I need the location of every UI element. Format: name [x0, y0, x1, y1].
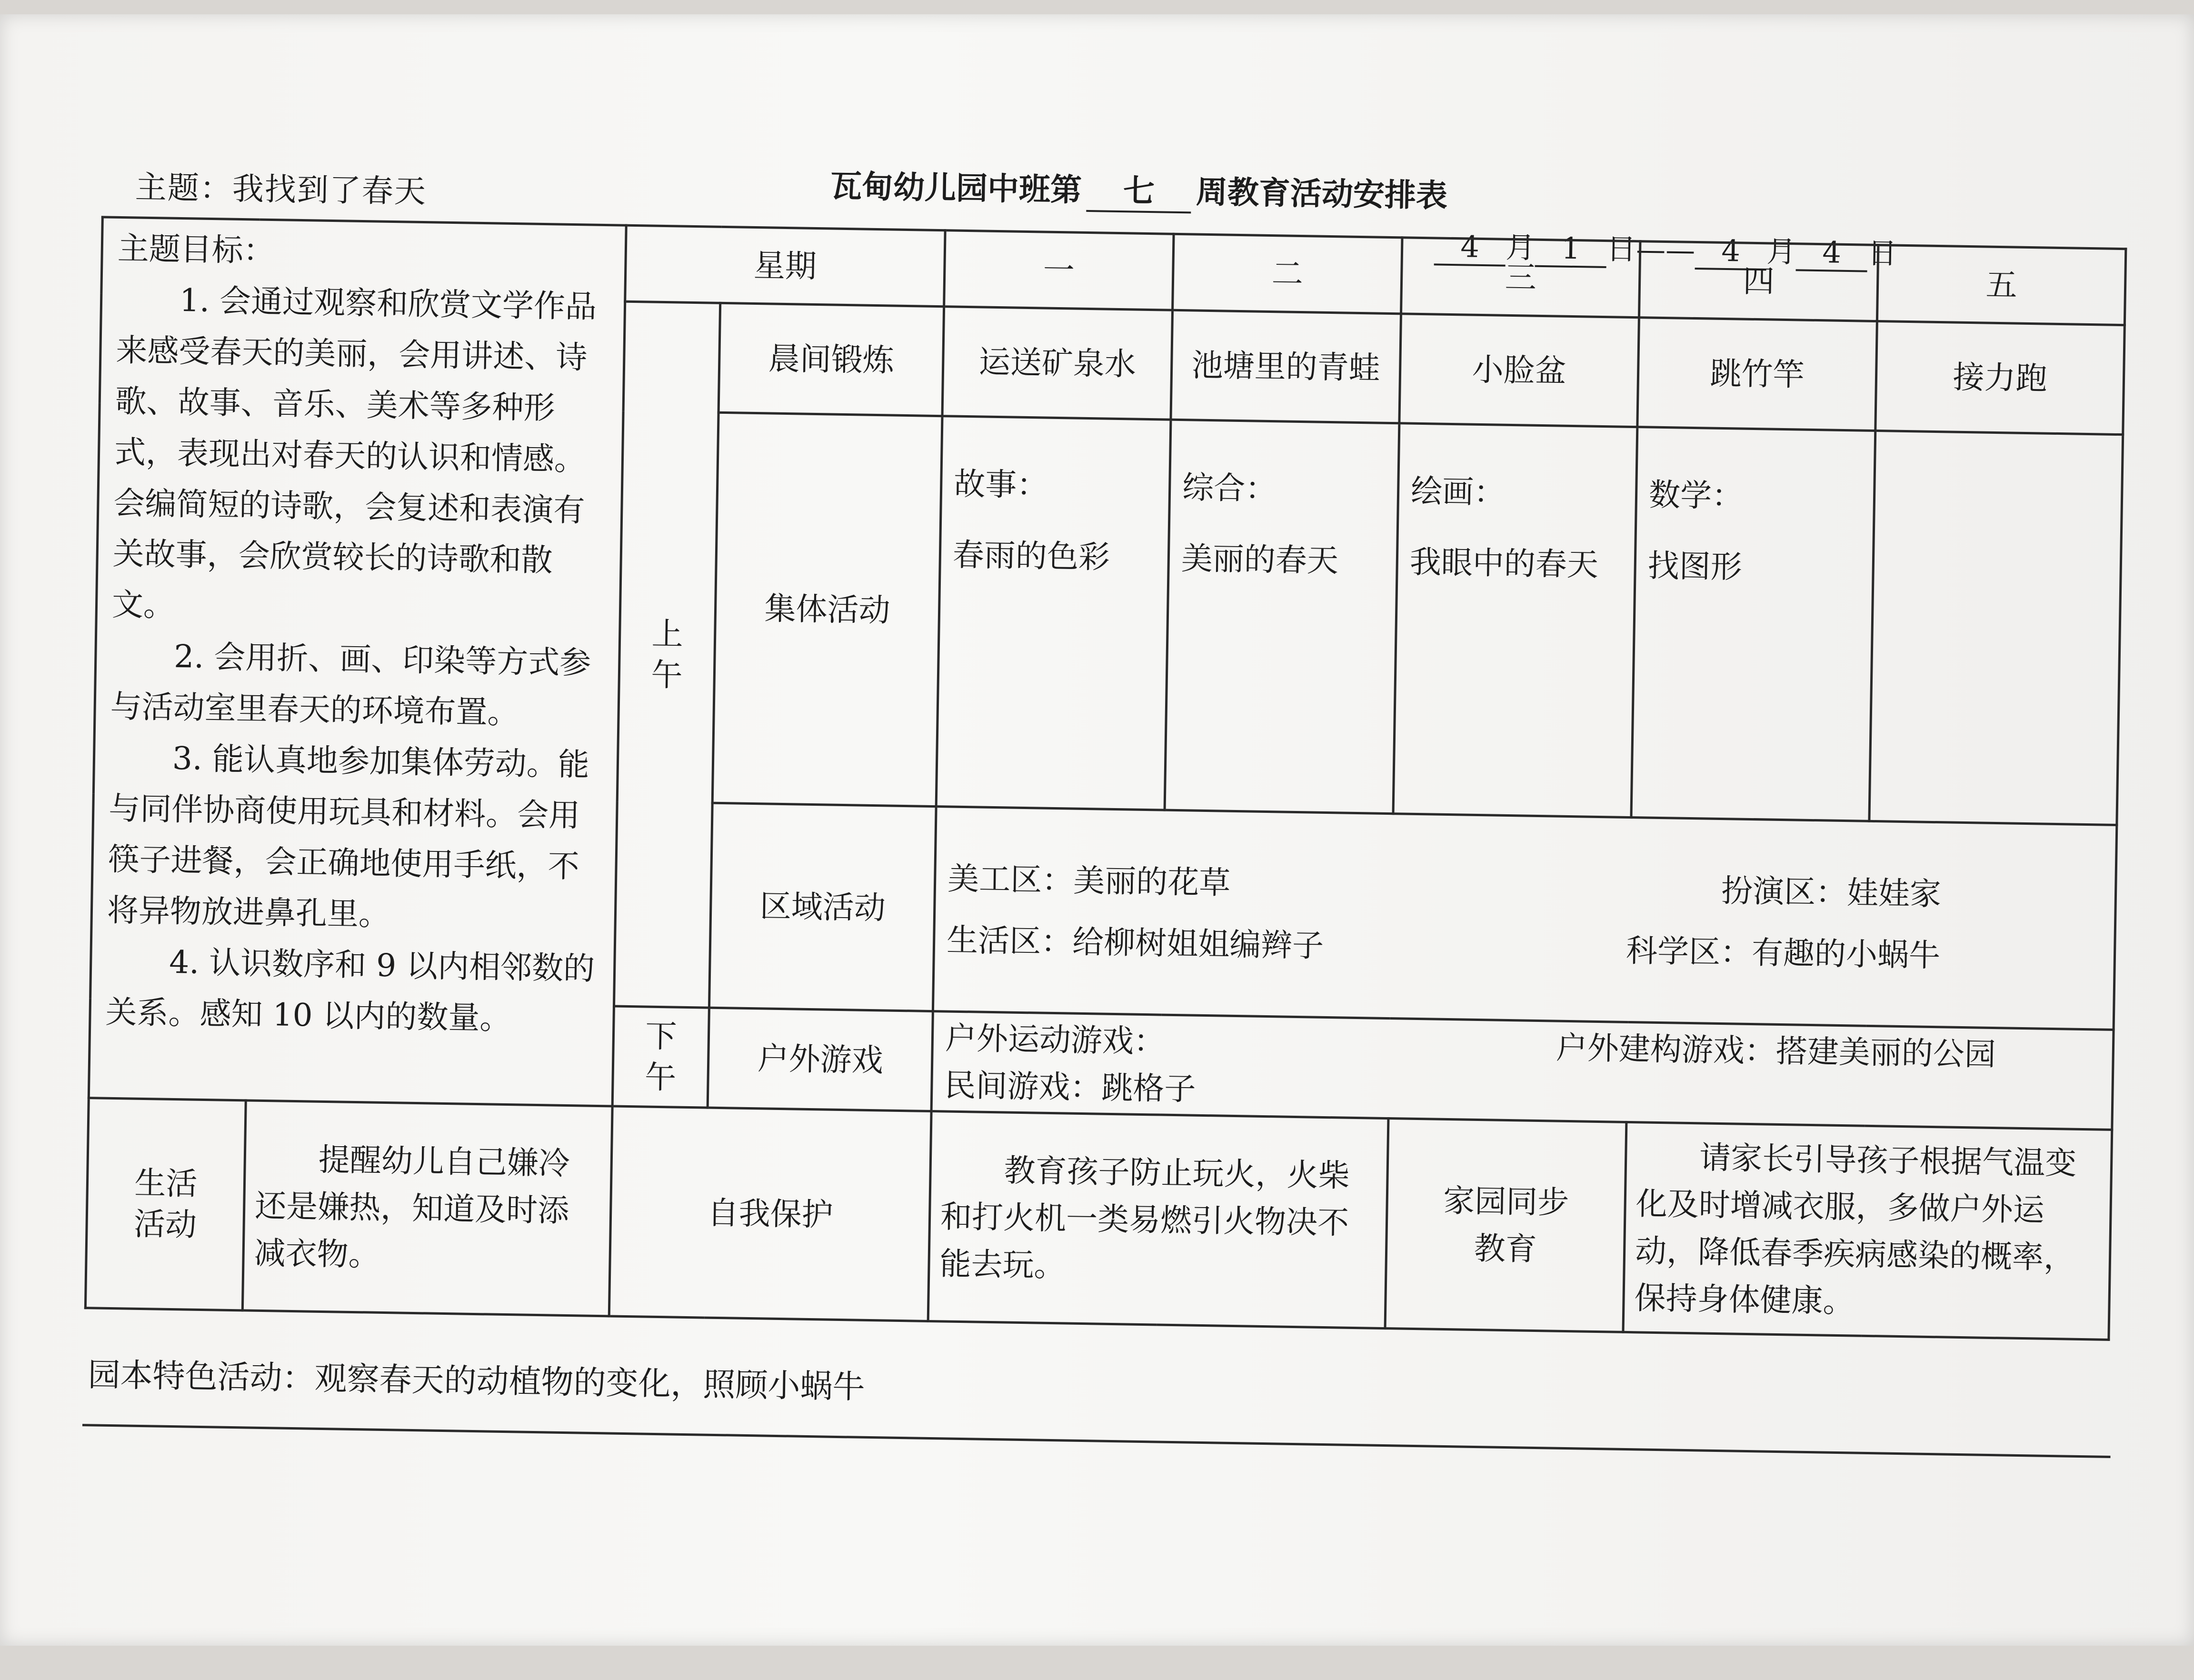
morning-exercise-mon: 运送矿泉水 — [942, 307, 1173, 420]
outdoor-label: 户外游戏 — [708, 1008, 933, 1111]
outdoor-sport: 户外运动游戏： — [945, 1019, 1166, 1060]
group-activity-thu — [1631, 427, 1875, 821]
weekday-header: 星期 — [625, 225, 945, 307]
schedule-table — [84, 216, 2127, 1341]
morning-label-text: 上午 — [650, 615, 684, 694]
outdoor-content — [931, 1011, 2114, 1130]
theme-line — [135, 162, 427, 212]
morning-exercise-tue: 池塘里的青蛙 — [1171, 310, 1401, 423]
life-activity-text: 提醒幼儿自己嫌冷还是嫌热，知道及时添减衣物。 — [242, 1100, 612, 1316]
goals-cell — [89, 217, 626, 1106]
day-1: 一 — [944, 230, 1174, 310]
life-activity-label — [85, 1098, 246, 1310]
month-char-1: 月 — [1505, 230, 1536, 265]
group-activity-tue-subject: 综合： — [1182, 469, 1277, 508]
home-sync-label-text: 家园同步教育 — [1443, 1182, 1569, 1268]
page-title — [830, 160, 1447, 217]
group-activity-wed-subject: 绘画： — [1410, 472, 1506, 511]
morning-exercise-label: 晨间锻炼 — [718, 303, 944, 416]
feature-text: 观察春天的动植物的变化，照顾小蜗牛 — [314, 1360, 866, 1406]
home-sync-text: 请家长引导孩子根据气温变化及时增减衣服，多做户外运动，降低春季疾病感染的概率，保持身体健康。 — [1623, 1122, 2112, 1340]
group-activity-fri — [1869, 430, 2123, 825]
group-activity-mon-content: 春雨的色彩 — [952, 536, 1110, 576]
area-art: 美工区：美丽的花草 — [947, 860, 1231, 901]
title-suffix: 周教育活动安排表 — [1196, 173, 1448, 214]
goal-item-2: 2. 会用折、画、印染等方式参与活动室里春天的环境布置。 — [110, 638, 591, 731]
start-month: 4 — [1434, 229, 1506, 266]
end-day: 4 — [1796, 234, 1868, 272]
title-prefix: 瓦甸幼儿园中班第 — [830, 167, 1082, 209]
end-month: 4 — [1695, 233, 1767, 270]
start-day: 1 — [1535, 230, 1607, 268]
self-protection-label: 自我保护 — [609, 1106, 931, 1321]
day-char-2: 日 — [1867, 235, 1897, 271]
group-activity-wed — [1393, 423, 1637, 818]
feature-activity — [82, 1349, 2112, 1458]
group-activity-tue-content: 美丽的春天 — [1181, 540, 1339, 580]
morning-exercise-fri: 接力跑 — [1875, 321, 2125, 435]
bottom-row — [85, 1098, 2112, 1340]
feature-label: 园本特色活动： — [88, 1356, 315, 1398]
group-activity-thu-content: 找图形 — [1647, 547, 1743, 586]
area-row-1 — [947, 855, 2104, 920]
goal-item-3: 3. 能认真地参加集体劳动。能与同伴协商使用玩具和材料。会用筷子进餐，会正确地使用手纸，不将异物放进鼻孔里。 — [107, 740, 590, 933]
group-activity-fri-content — [1887, 499, 2109, 502]
area-role-play: 扮演区：娃娃家 — [1721, 872, 1942, 912]
group-activity-thu-subject: 数学： — [1648, 476, 1744, 515]
afternoon-label — [612, 1006, 709, 1108]
morning-label — [614, 301, 720, 1008]
morning-exercise-thu: 跳竹竿 — [1637, 318, 1877, 431]
group-activity-mon-subject: 故事： — [953, 465, 1048, 504]
area-science: 科学区：有趣的小蜗牛 — [1626, 932, 1941, 974]
day-2: 二 — [1173, 234, 1402, 314]
day-4: 四 — [1639, 241, 1878, 321]
life-activity-label-text: 生活活动 — [133, 1164, 198, 1243]
outdoor-build: 户外建构游戏：搭建美丽的公园 — [1556, 1029, 1996, 1073]
theme-label: 主题： — [135, 169, 233, 207]
day-char-1: 日 — [1606, 231, 1636, 267]
group-activity-tue — [1165, 420, 1399, 813]
afternoon-label-text: 下午 — [644, 1018, 678, 1096]
group-activity-fri-subject — [1887, 475, 2110, 478]
area-life: 生活区：给柳树姐姐编辫子 — [946, 921, 1324, 964]
week-number: 七 — [1086, 165, 1192, 213]
goal-item-1: 1. 会通过观察和欣赏文学作品来感受春天的美丽，会用讲述、诗歌、故事、音乐、美术等多种形式，表现出对春天的认识和情感。会编简短的诗歌，会复述和表演有关故事，会欣赏较长的诗歌和散文。 — [111, 281, 597, 624]
theme-value: 我找到了春天 — [232, 170, 427, 210]
outdoor-folk: 民间游戏：跳格子 — [944, 1066, 1197, 1108]
area-activity-label: 区域活动 — [709, 803, 936, 1011]
area-activity-content — [933, 807, 2116, 1030]
group-activity-label: 集体活动 — [712, 412, 942, 806]
month-char-2: 月 — [1766, 234, 1796, 270]
goal-item-4: 4. 认识数序和 9 以内相邻数的关系。感知 10 以内的数量。 — [105, 943, 595, 1037]
group-activity-wed-content: 我眼中的春天 — [1409, 543, 1599, 583]
goals-heading: 主题目标： — [117, 230, 275, 270]
area-row-2 — [946, 916, 2102, 981]
self-protection-text: 教育孩子防止玩火，火柴和打火机一类易燃引火物决不能去玩。 — [928, 1111, 1388, 1329]
morning-exercise-wed: 小脸盆 — [1399, 314, 1639, 427]
date-separator: —— — [1636, 232, 1695, 268]
day-5: 五 — [1877, 245, 2125, 325]
group-activity-mon — [936, 416, 1171, 810]
home-sync-label — [1385, 1119, 1626, 1332]
day-3: 三 — [1401, 238, 1640, 318]
